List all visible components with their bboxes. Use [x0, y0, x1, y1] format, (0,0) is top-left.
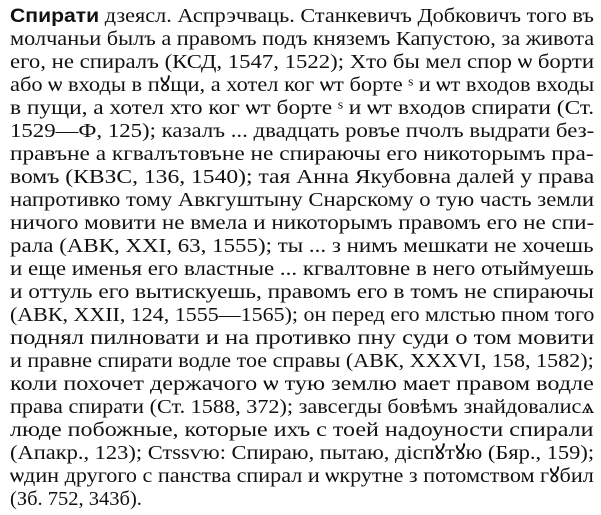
entry-line-1 [10, 4, 594, 29]
entry-line-15: поднял пилновати и на противко пну суди о том мовити [10, 327, 594, 349]
entry-line-14: (АВК, XXII, 124, 1555—1565); он перед его млстью пном того [10, 304, 594, 326]
entry-line-5: в пущи, а хотел хто ког ѡт борте ˢ и ѡт входов спирати (Ст. [10, 97, 594, 119]
entry-line-10: ничого мовити не вмела и никоторымъ правомъ его не спи- [10, 212, 594, 234]
entry-line-19: люде побожные, которые ихъ с тоей надоуности спирали [10, 419, 594, 441]
entry-line-3: его, не спиралъ (КСД, 1547, 1522); Хто бы мел спор ѡ борти [10, 51, 594, 73]
entry-line-9: напротивко тому Авкгуштыну Снарскому о тую часть земли [10, 189, 594, 211]
dictionary-entry [10, 4, 594, 512]
entry-line-13: и оттуль его вытискуешь, правомъ его в томъ не спираючы [10, 281, 594, 303]
entry-line-4: або ѡ входы в пꙋщи, а хотел ког ѡт борте ˢ и ѡт входов входы [10, 74, 594, 96]
entry-line-7: правъне а кгвалътовъне не спираючы его никоторымъ пра- [10, 143, 594, 165]
headword: Спирати [10, 5, 100, 27]
entry-line-20: (Апакр., 123); Стѕѕѵю: Спираю, пытаю, діспꙋтꙋю (Бяр., 159); [10, 442, 594, 464]
entry-line-6: 1529—Ф, 125); казалъ ... двадцать ровъе пчолъ выдрати без- [10, 120, 594, 142]
entry-line-22: (Зб. 752, 343б). [10, 488, 142, 510]
entry-line-2: молчаньи былъ а правомъ подъ княземъ Капустою, за живота [10, 28, 594, 50]
entry-line-11: рала (АВК, XXI, 63, 1555); ты ... з нимъ мешкати не хочешь [10, 235, 594, 257]
entry-line-1-text: дзеясл. Аспрэчваць. Станкевичъ Добковичъ того въ [99, 5, 594, 27]
entry-line-12: и еще именья его властные ... кгвалтовне в него отыймуешь [10, 258, 594, 280]
entry-line-21: ѡдин другого с панства спирал и ѡкрутне з потомством гꙋбил [10, 465, 594, 487]
entry-line-17: коли похочет держачого ѡ тую землю мает правом водле [10, 373, 594, 395]
entry-line-8: вомъ (КВЗС, 136, 1540); тая Анна Якубовна далей у права [10, 166, 594, 188]
entry-line-18: права спирати (Ст. 1588, 372); завсегды бовѣмъ знайдовалисѧ [10, 396, 594, 418]
entry-line-16: и правне спирати водле тое справы (АВК, XXXVI, 158, 1582); [10, 350, 594, 372]
